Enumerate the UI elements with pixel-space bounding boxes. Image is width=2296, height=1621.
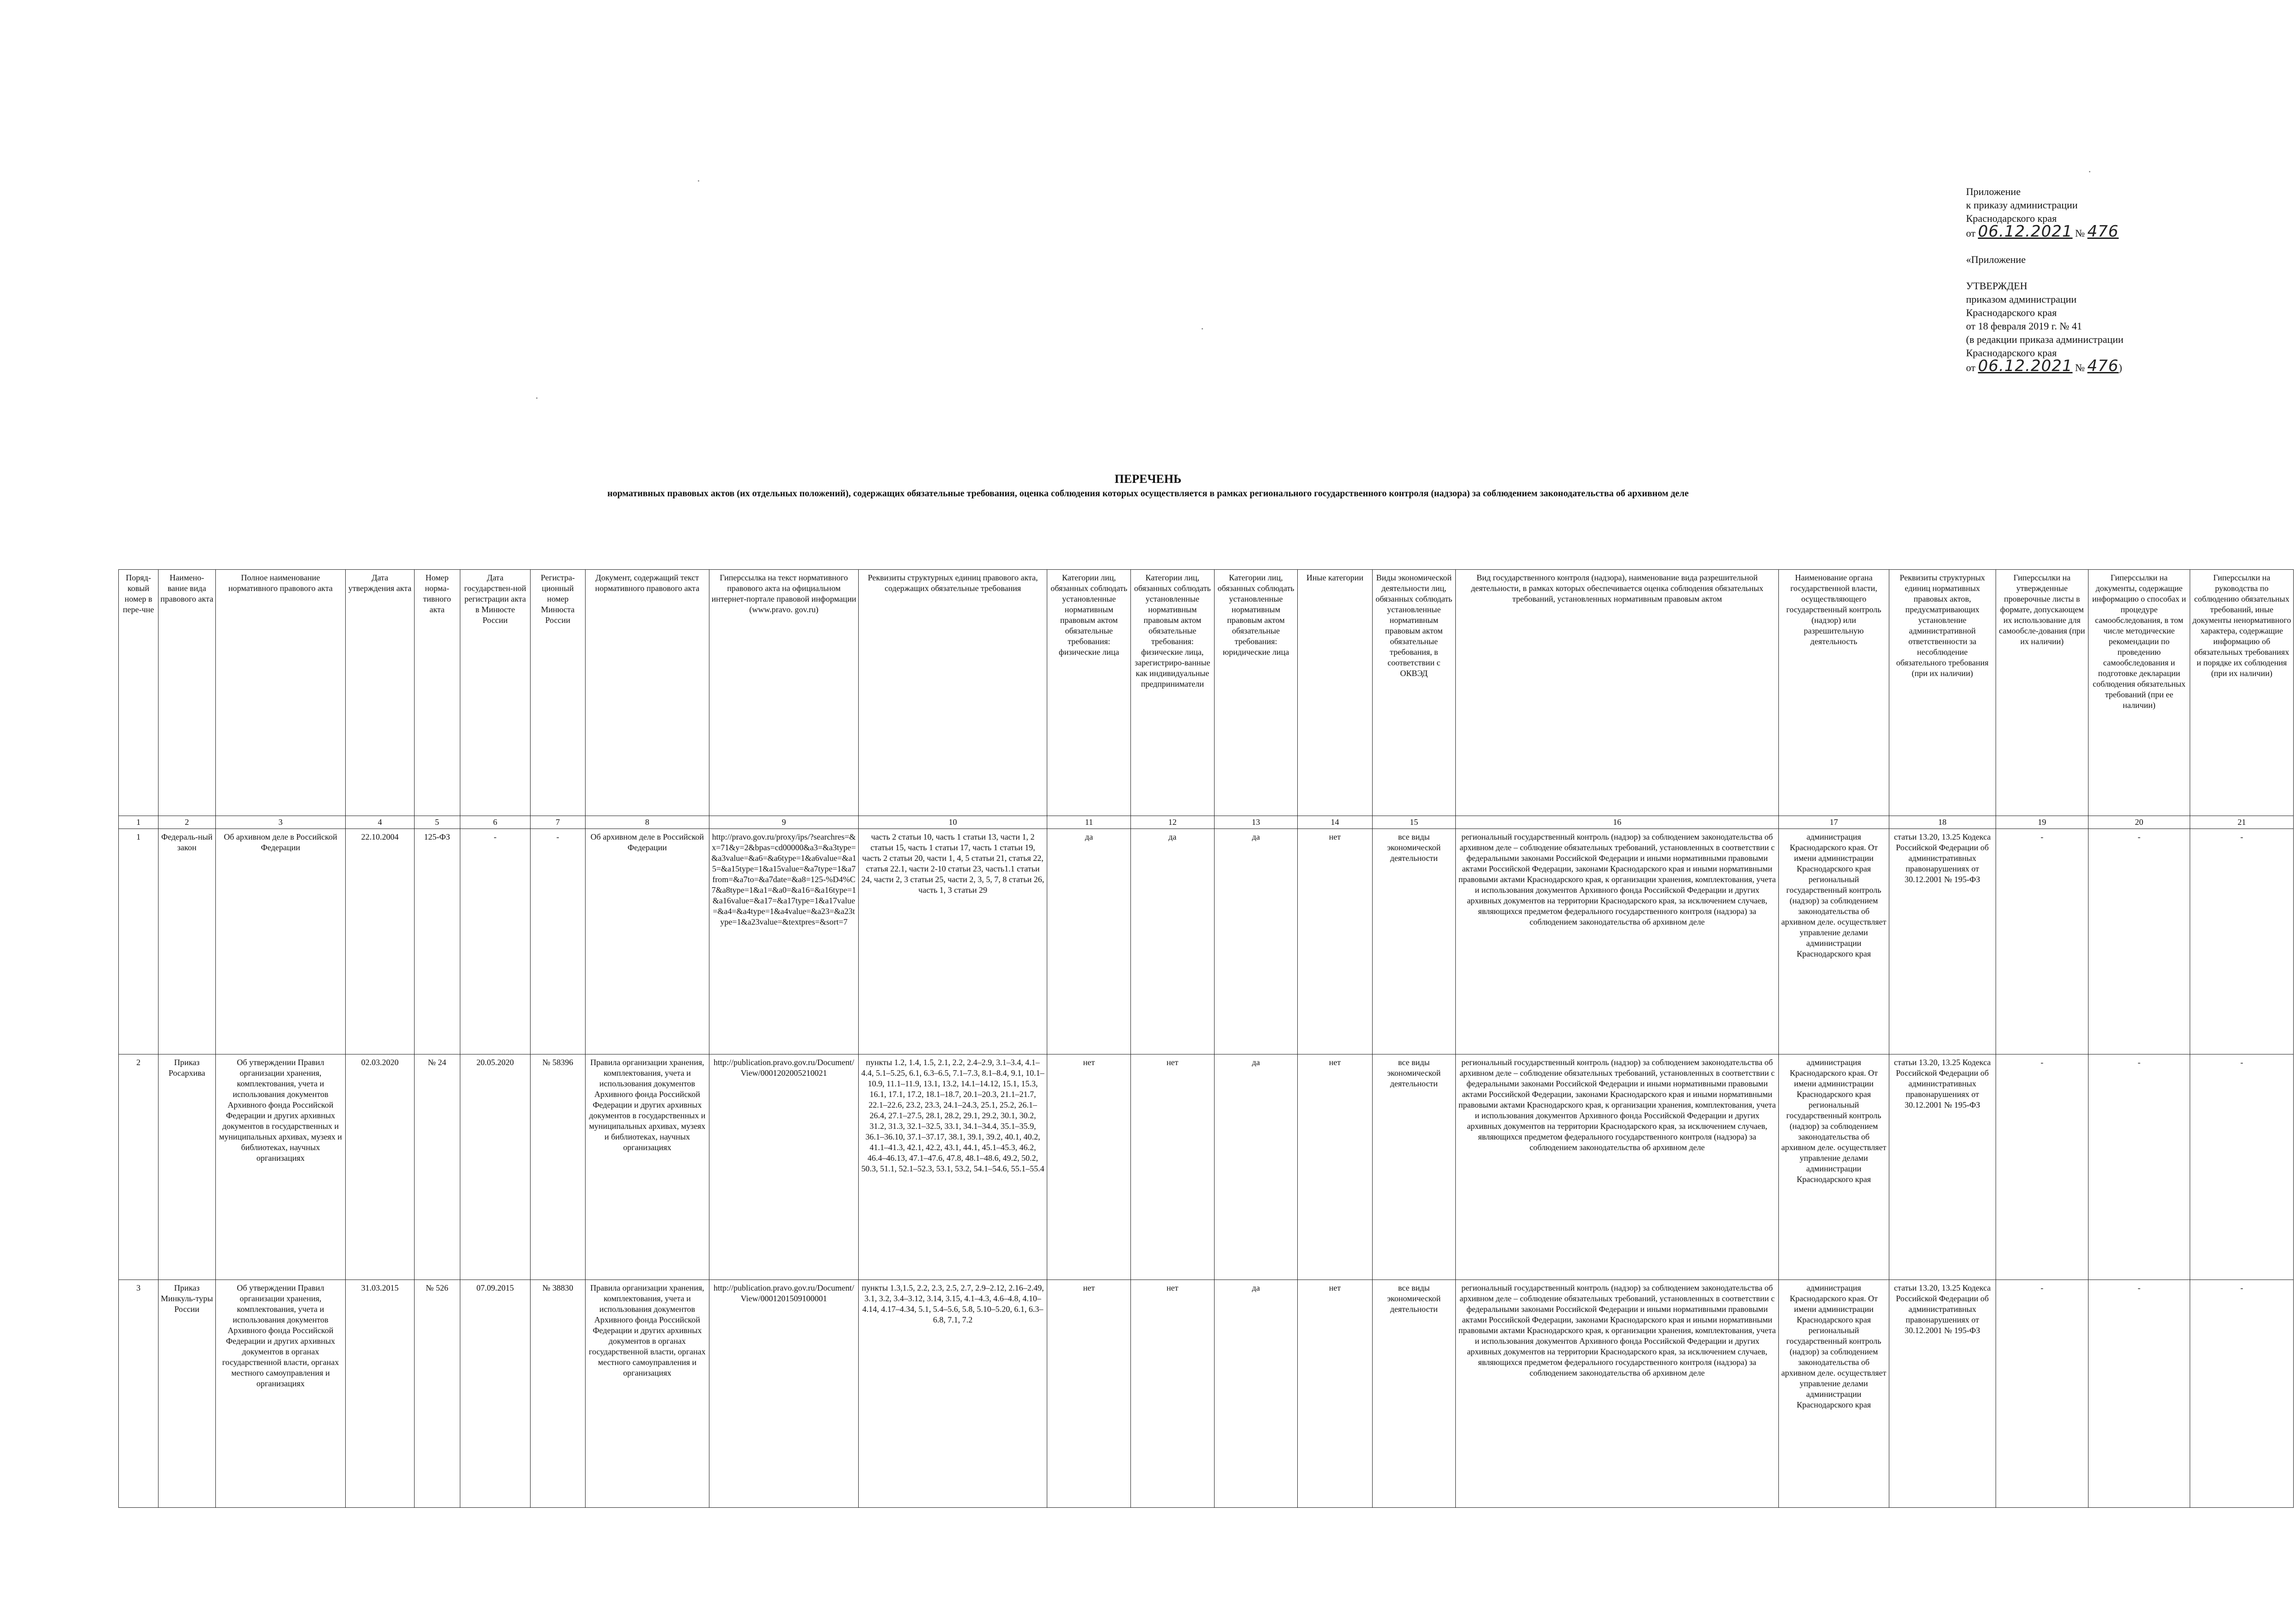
cell-document-name: Правила организации хранения, комплектования, учета и использования документов Архивного фонда Российской Федерации и других архивных документов в органах государственной власти, органах местного самоуправления и организациях — [585, 1280, 709, 1508]
cell-self-assessment: - — [2088, 1280, 2190, 1508]
column-number: 12 — [1131, 816, 1215, 829]
cell-hyperlink[interactable]: http://pravo.gov.ru/proxy/ips/?searchres=&x=71&y=2&bpas=cd00000&a3=&a3type=&a3value=&a6=&a6type=1&a6value=&a15=&a15type=1&a15value=&a7type=1&a7from=&a7to=&a7date=&a8=125-%D4%C7&a8type=1&a1=&a0=&a16=&a16type=1&a16value=&a17=&a17type=1&a17value=&a4=&a4type=1&a4value=&a23=&a23type=1&a23value=&textpres=&sort=7 — [709, 829, 859, 1054]
cell-control-type: региональный государственный контроль (надзор) за соблюдением законодательства об архивном деле – соблюдение обязательных требований, установленных в соответствии с федеральными законами Российской Федерации и иными нормативными правовыми актами Российской Федерации, законами Краснодарского края и иными нормативными правовыми актами Краснодарского края, к организации хранения, комплектования, учета и использования документов Архивного фонда Российской Федерации и других архивных документов на территории Краснодарского края, за исключением случаев, являющихся предметом федерального государственного контроля (надзора) за соблюдением законодательства об архивном деле — [1456, 1280, 1779, 1508]
approved-line: Краснодарского края — [1966, 307, 2057, 318]
column-number: 21 — [2190, 816, 2294, 829]
cell-act-number: № 24 — [414, 1054, 460, 1280]
cell-authority: администрация Краснодарского края. От имени администрации Краснодарского края региональный государственный контроль (надзор) за соблюдением законодательства об архивном деле. осуществляет управление делами администрации Краснодарского края — [1779, 1054, 1889, 1280]
column-number: 19 — [1996, 816, 2088, 829]
column-number: 1 — [119, 816, 159, 829]
cell-liability: статьи 13.20, 13.25 Кодекса Российской Федерации об административных правонарушениях от 30.12.2001 № 195-ФЗ — [1889, 1280, 1996, 1508]
cell-checklists: - — [1996, 1054, 2088, 1280]
cell-checklists: - — [1996, 1280, 2088, 1508]
cell-guidance: - — [2190, 1054, 2294, 1280]
number-sign: № — [2075, 362, 2085, 373]
scan-speck — [2089, 171, 2090, 172]
handwritten-number: 476 — [2087, 357, 2119, 375]
requirements-table — [118, 569, 2294, 1508]
cell-economic-activities: все виды экономической деятельности — [1372, 1280, 1456, 1508]
approved-line: (в редакции приказа администрации — [1966, 334, 2124, 345]
cell-individuals: да — [1047, 829, 1131, 1054]
appendix-quote-line: «Приложение — [1966, 254, 2026, 265]
appendix-date-line — [1966, 222, 2225, 241]
cell-economic-activities: все виды экономической деятельности — [1372, 1054, 1456, 1280]
column-number: 18 — [1889, 816, 1996, 829]
column-number: 10 — [858, 816, 1047, 829]
cell-structural-units: пункты 1.3,1.5, 2.2, 2.3, 2.5, 2.7, 2.9–2.12, 2.16–2.49, 3.1, 3.2, 3.4–3.12, 3.14, 3.15, 4.1–4.3, 4.6–4.8, 4.10–4.14, 4.17–4.34, 5.1, 5.4–5.6, 5.8, 5.10–5.20, 6.1, 6.3–6.8, 7.1, 7.2 — [858, 1280, 1047, 1508]
column-number: 6 — [460, 816, 531, 829]
column-number: 2 — [159, 816, 216, 829]
cell-legal-entities: да — [1214, 1280, 1298, 1508]
column-number: 5 — [414, 816, 460, 829]
column-header: Гиперссылки на утвержденные проверочные листы в формате, допускающем их использование для самообсле-дования (при их наличии) — [1996, 570, 2088, 816]
cell-act-number: 125-ФЗ — [414, 829, 460, 1054]
cell-act-full-name: Об архивном деле в Российской Федерации — [215, 829, 346, 1054]
closing-bracket: ) — [2119, 362, 2122, 373]
cell-document-name: Об архивном деле в Российской Федерации — [585, 829, 709, 1054]
column-number: 9 — [709, 816, 859, 829]
cell-document-name: Правила организации хранения, комплектования, учета и использования документов Архивного фонда Российской Федерации и других архивных документов в государственных и муниципальных архивах, музеях и библиотеках, научных организациях — [585, 1054, 709, 1280]
scan-speck — [698, 180, 699, 182]
column-number-row — [119, 816, 2294, 829]
approved-line: от 18 февраля 2019 г. № 41 — [1966, 320, 2082, 332]
column-header: Полное наименование нормативного правового акта — [215, 570, 346, 816]
approved-line: приказом администрации — [1966, 293, 2077, 305]
column-header: Дата утверждения акта — [346, 570, 414, 816]
column-number: 4 — [346, 816, 414, 829]
cell-act-full-name: Об утверждении Правил организации хранения, комплектования, учета и использования документов Архивного фонда Российской Федерации и других архивных документов в государственных и муниципальных архивах, музеях и библиотеках, научных организациях — [215, 1054, 346, 1280]
cell-economic-activities: все виды экономической деятельности — [1372, 829, 1456, 1054]
table-header-row — [119, 570, 2294, 816]
column-header: Наименование органа государственной власти, осуществляющего государственный контроль (надзор) или разрешительную деятельность — [1779, 570, 1889, 816]
cell-other-categories: нет — [1298, 1054, 1372, 1280]
cell-approval-date: 22.10.2004 — [346, 829, 414, 1054]
cell-individuals: нет — [1047, 1054, 1131, 1280]
cell-legal-entities: да — [1214, 829, 1298, 1054]
column-number: 3 — [215, 816, 346, 829]
cell-act-number: № 526 — [414, 1280, 460, 1508]
column-header: Документ, содержащий текст нормативного правового акта — [585, 570, 709, 816]
approved-label: УТВЕРЖДЕН — [1966, 280, 2027, 292]
column-header: Регистра-ционный номер Минюста России — [531, 570, 585, 816]
cell-order-number: 3 — [119, 1280, 159, 1508]
column-number: 8 — [585, 816, 709, 829]
column-number: 7 — [531, 816, 585, 829]
approved-date-line — [1966, 357, 2225, 375]
column-number: 20 — [2088, 816, 2190, 829]
appendix-line: Краснодарского края — [1966, 213, 2057, 224]
column-header: Категории лиц, обязанных соблюдать установленные нормативным правовым актом обязательные требования: физические лица — [1047, 570, 1131, 816]
cell-entrepreneurs: нет — [1131, 1054, 1215, 1280]
column-number: 16 — [1456, 816, 1779, 829]
cell-structural-units: пункты 1.2, 1.4, 1.5, 2.1, 2.2, 2.4–2.9, 3.1–3.4, 4.1–4.4, 5.1–5.25, 6.1, 6.3–6.5, 7.1–7.3, 8.1–8.4, 9.1, 10.1–10.9, 11.1–11.9, 13.1, 13.2, 14.1–14.12, 15.1, 15.3, 16.1, 17.1, 17.2, 18.1–18.7, 20.1–20.3, 21.1–21.7, 22.1–22.6, 23.2, 23.3, 24.1–24.3, 25.1, 25.2, 26.1–26.4, 27.1–27.5, 28.1, 28.2, 29.1, 29.2, 30.1, 30.2, 31.2, 31.3, 32.1–32.5, 33.1, 34.1–34.4, 35.1–35.9, 36.1–36.10, 37.1–37.17, 38.1, 39.1, 39.2, 40.1, 40.2, 41.1–41.3, 42.1, 42.2, 43.1, 44.1, 45.1–45.3, 46.2, 46.4–46.13, 47.1–47.6, 47.8, 48.1–48.6, 49.2, 50.2, 50.3, 51.1, 52.1–52.3, 53.1, 53.2, 54.1–54.6, 55.1–55.4 — [858, 1054, 1047, 1280]
column-header: Поряд-ковый номер в пере-чне — [119, 570, 159, 816]
column-header: Реквизиты структурных единиц нормативных правовых актов, предусматривающих установление административной ответственности за несоблюдение обязательного требования (при их наличии) — [1889, 570, 1996, 816]
column-number: 11 — [1047, 816, 1131, 829]
date-prefix: от — [1966, 362, 1976, 373]
approved-line: Краснодарского края — [1966, 347, 2057, 359]
cell-authority: администрация Краснодарского края. От имени администрации Краснодарского края региональный государственный контроль (надзор) за соблюдением законодательства об архивном деле. осуществляет управление делами администрации Краснодарского края — [1779, 829, 1889, 1054]
cell-entrepreneurs: да — [1131, 829, 1215, 1054]
cell-guidance: - — [2190, 1280, 2294, 1508]
column-number: 14 — [1298, 816, 1372, 829]
appendix-line: к приказу администрации — [1966, 199, 2078, 211]
cell-individuals: нет — [1047, 1280, 1131, 1508]
title-heading: ПЕРЕЧЕНЬ — [1114, 472, 1182, 486]
cell-registration-date: 07.09.2015 — [460, 1280, 531, 1508]
column-number: 13 — [1214, 816, 1298, 829]
title-subheading: нормативных правовых актов (их отдельных положений), содержащих обязательные требования, оценка соблюдения которых осуществляется в рамках регионального государственного контроля (надзора) за соблюдением законодательства об архивном деле — [607, 488, 1689, 499]
column-header: Категории лиц, обязанных соблюдать установленные нормативным правовым актом обязательные требования: физические лица, зарегистриро-ванные как индивидуальные предприниматели — [1131, 570, 1215, 816]
appendix-line: Приложение — [1966, 186, 2021, 197]
cell-self-assessment: - — [2088, 829, 2190, 1054]
cell-hyperlink[interactable]: http://publication.pravo.gov.ru/Document/View/0001202005210021 — [709, 1054, 859, 1280]
appendix-block — [1966, 185, 2225, 374]
handwritten-date: 06.12.2021 — [1978, 222, 2073, 241]
column-header: Гиперссылка на текст нормативного правового акта на официальном интернет-портале правовой информации (www.pravo. gov.ru) — [709, 570, 859, 816]
table-row — [119, 1054, 2294, 1280]
table-row — [119, 829, 2294, 1054]
column-header: Виды экономической деятельности лиц, обязанных соблюдать установленные нормативным правовым актом обязательные требования, в соответствии с ОКВЭД — [1372, 570, 1456, 816]
cell-control-type: региональный государственный контроль (надзор) за соблюдением законодательства об архивном деле – соблюдение обязательных требований, установленных в соответствии с федеральными законами Российской Федерации и иными нормативными правовыми актами Российской Федерации, законами Краснодарского края и иными нормативными правовыми актами Краснодарского края, к организации хранения, комплектования, учета и использования документов Архивного фонда Российской Федерации и других архивных документов на территории Краснодарского края, за исключением случаев, являющихся предметом федерального государственного контроля (надзора) за соблюдением законодательства об архивном деле — [1456, 1054, 1779, 1280]
handwritten-number: 476 — [2087, 222, 2119, 241]
column-header: Гиперссылки на руководства по соблюдению обязательных требований, иные документы ненормативного характера, содержащие информацию об обязательных требованиях и порядке их соблюдения (при их наличии) — [2190, 570, 2294, 816]
cell-act-full-name: Об утверждении Правил организации хранения, комплектования, учета и использования документов Архивного фонда Российской Федерации и других архивных документов в органах государственной власти, органах местного самоуправления и организациях — [215, 1280, 346, 1508]
scan-speck — [536, 397, 537, 399]
cell-self-assessment: - — [2088, 1054, 2190, 1280]
column-header: Вид государственного контроля (надзора), наименование вида разрешительной деятельности, в рамках которых обеспечивается оценка соблюдения обязательных требований, установленных нормативным правовым актом — [1456, 570, 1779, 816]
cell-registration-date: 20.05.2020 — [460, 1054, 531, 1280]
cell-entrepreneurs: нет — [1131, 1280, 1215, 1508]
column-header: Иные категории — [1298, 570, 1372, 816]
cell-approval-date: 31.03.2015 — [346, 1280, 414, 1508]
column-header: Дата государствен-ной регистрации акта в Минюсте России — [460, 570, 531, 816]
cell-other-categories: нет — [1298, 829, 1372, 1054]
cell-act-type: Приказ Минкуль-туры России — [159, 1280, 216, 1508]
column-number: 15 — [1372, 816, 1456, 829]
cell-order-number: 1 — [119, 829, 159, 1054]
column-header: Категории лиц, обязанных соблюдать установленные нормативным правовым актом обязательные требования: юридические лица — [1214, 570, 1298, 816]
cell-approval-date: 02.03.2020 — [346, 1054, 414, 1280]
cell-checklists: - — [1996, 829, 2088, 1054]
scan-speck — [1202, 328, 1203, 329]
column-header: Реквизиты структурных единиц правового акта, содержащих обязательные требования — [858, 570, 1047, 816]
cell-registration-number: - — [531, 829, 585, 1054]
cell-legal-entities: да — [1214, 1054, 1298, 1280]
column-number: 17 — [1779, 816, 1889, 829]
number-sign: № — [2075, 227, 2085, 239]
cell-registration-number: № 58396 — [531, 1054, 585, 1280]
cell-registration-date: - — [460, 829, 531, 1054]
cell-registration-number: № 38830 — [531, 1280, 585, 1508]
handwritten-date: 06.12.2021 — [1978, 357, 2073, 375]
cell-act-type: Федераль-ный закон — [159, 829, 216, 1054]
cell-guidance: - — [2190, 829, 2294, 1054]
column-header: Номер норма-тивного акта — [414, 570, 460, 816]
cell-hyperlink[interactable]: http://publication.pravo.gov.ru/Document/View/0001201509100001 — [709, 1280, 859, 1508]
cell-authority: администрация Краснодарского края. От имени администрации Краснодарского края региональный государственный контроль (надзор) за соблюдением законодательства об архивном деле. осуществляет управление делами администрации Краснодарского края — [1779, 1280, 1889, 1508]
cell-liability: статьи 13.20, 13.25 Кодекса Российской Федерации об административных правонарушениях от 30.12.2001 № 195-ФЗ — [1889, 829, 1996, 1054]
cell-order-number: 2 — [119, 1054, 159, 1280]
cell-structural-units: часть 2 статьи 10, часть 1 статьи 13, части 1, 2 статьи 15, часть 1 статьи 17, часть 1 статьи 19, часть 2 статьи 20, части 1, 4, 5 статьи 21, статья 22, статья 22.1, части 2-10 статьи 23, часть1.1 статьи 24, части 2, 3 статьи 25, части 2, 3, 5, 7, 8 статьи 26, часть 1, 3 статьи 29 — [858, 829, 1047, 1054]
document-title — [0, 471, 2296, 500]
cell-control-type: региональный государственный контроль (надзор) за соблюдением законодательства об архивном деле – соблюдение обязательных требований, установленных в соответствии с федеральными законами Российской Федерации и иными нормативными правовыми актами Российской Федерации, законами Краснодарского края и иными нормативными правовыми актами Краснодарского края, к организации хранения, комплектования, учета и использования документов Архивного фонда Российской Федерации и других архивных документов на территории Краснодарского края, за исключением случаев, являющихся предметом федерального государственного контроля (надзора) за соблюдением законодательства об архивном деле — [1456, 829, 1779, 1054]
cell-liability: статьи 13.20, 13.25 Кодекса Российской Федерации об административных правонарушениях от 30.12.2001 № 195-ФЗ — [1889, 1054, 1996, 1280]
date-prefix: от — [1966, 227, 1976, 239]
cell-act-type: Приказ Росархива — [159, 1054, 216, 1280]
column-header: Наимено-вание вида правового акта — [159, 570, 216, 816]
cell-other-categories: нет — [1298, 1280, 1372, 1508]
table-row — [119, 1280, 2294, 1508]
column-header: Гиперссылки на документы, содержащие информацию о способах и процедуре самообследования, в том числе методические рекомендации по проведению самообследования и подготовке декларации соблюдения обязательных требований (при ее наличии) — [2088, 570, 2190, 816]
